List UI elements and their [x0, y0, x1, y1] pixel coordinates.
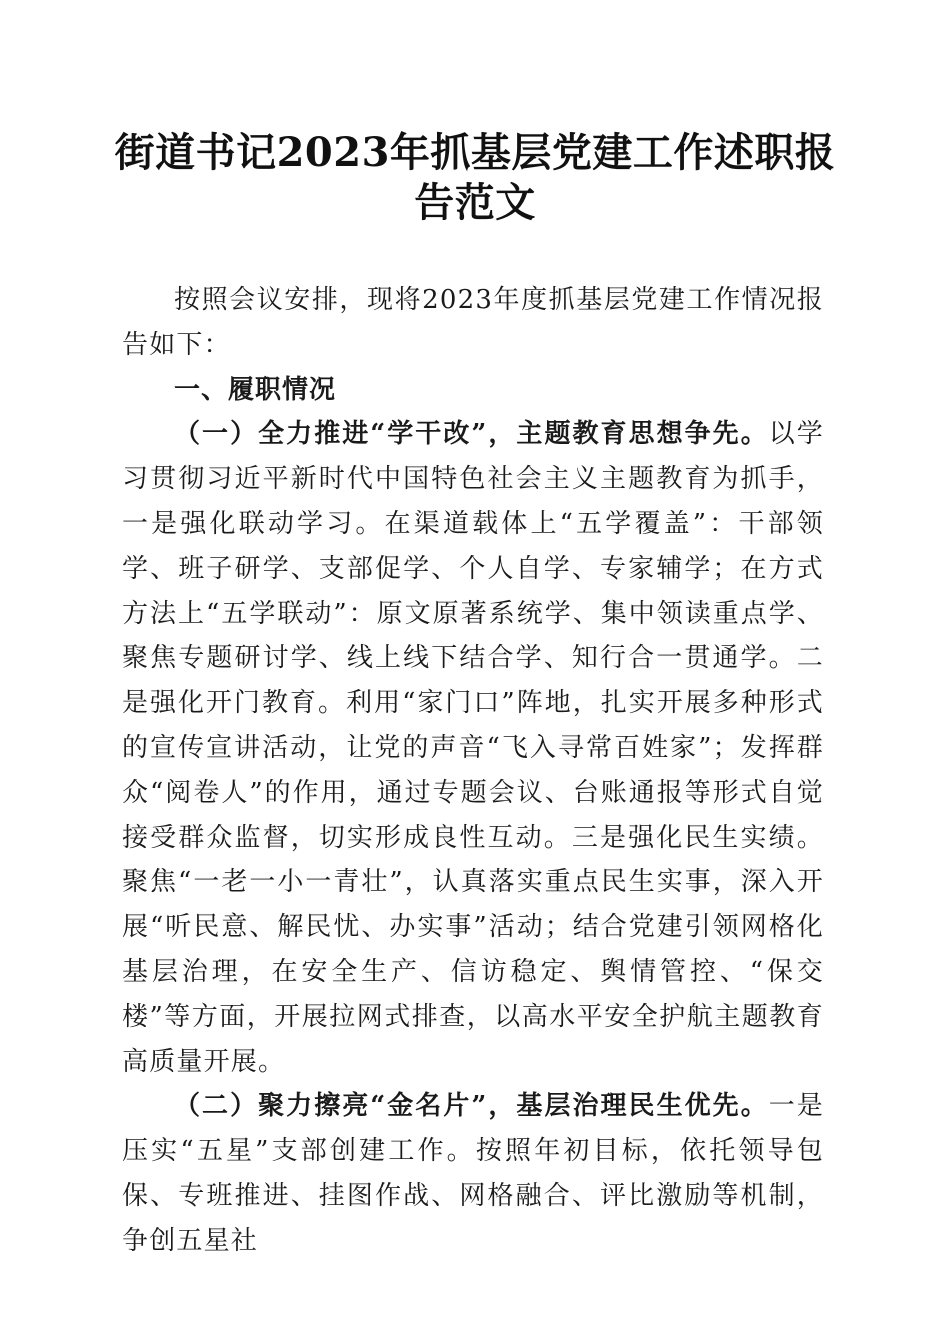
- subsection-1-paragraph: [122, 412, 824, 1084]
- subsection-2-body: 一是压实“五星”支部创建工作。按照年初目标，依托领导包保、专班推进、挂图作战、网格融合、评比激励等机制，争创五星社: [122, 1091, 825, 1256]
- subsection-1-body: 以学习贯彻习近平新时代中国特色社会主义主题教育为抓手，一是强化联动学习。在渠道载体上“五学覆盖”：干部领学、班子研学、支部促学、个人自学、专家辅学；在方式方法上“五学联动”：原文原著系统学、集中领读重点学、聚焦专题研讨学、线上线下结合学、知行合一贯通学。二是强化开门教育。利用“家门口”阵地，扎实开展多种形式的宣传宣讲活动，让党的声音“飞入寻常百姓家”；发挥群众“阅卷人”的作用，通过专题会议、台账通报等形式自觉接受群众监督，切实形成良性互动。三是强化民生实绩。聚焦“一老一小一青壮”，认真落实重点民生实事，深入开展“听民意、解民忧、办实事”活动；结合党建引领网格化基层治理，在安全生产、信访稳定、舆情管控、“保交楼”等方面，开展拉网式排查，以高水平安全护航主题教育高质量开展。: [122, 419, 825, 1077]
- document-title: 街道书记2023年抓基层党建工作述职报告范文: [114, 129, 836, 226]
- subsection-1-heading: （一）全力推进“学干改”，主题教育思想争先。: [174, 419, 769, 450]
- subsection-2-heading: （二）聚力擦亮“金名片”，基层治理民生优先。: [174, 1091, 769, 1122]
- section-heading-performance: 一、履职情况: [174, 374, 337, 405]
- intro-paragraph: 按照会议安排，现将2023年度抓基层党建工作情况报告如下：: [122, 285, 824, 360]
- subsection-2-paragraph: [122, 1084, 824, 1263]
- document-body: [122, 278, 824, 1264]
